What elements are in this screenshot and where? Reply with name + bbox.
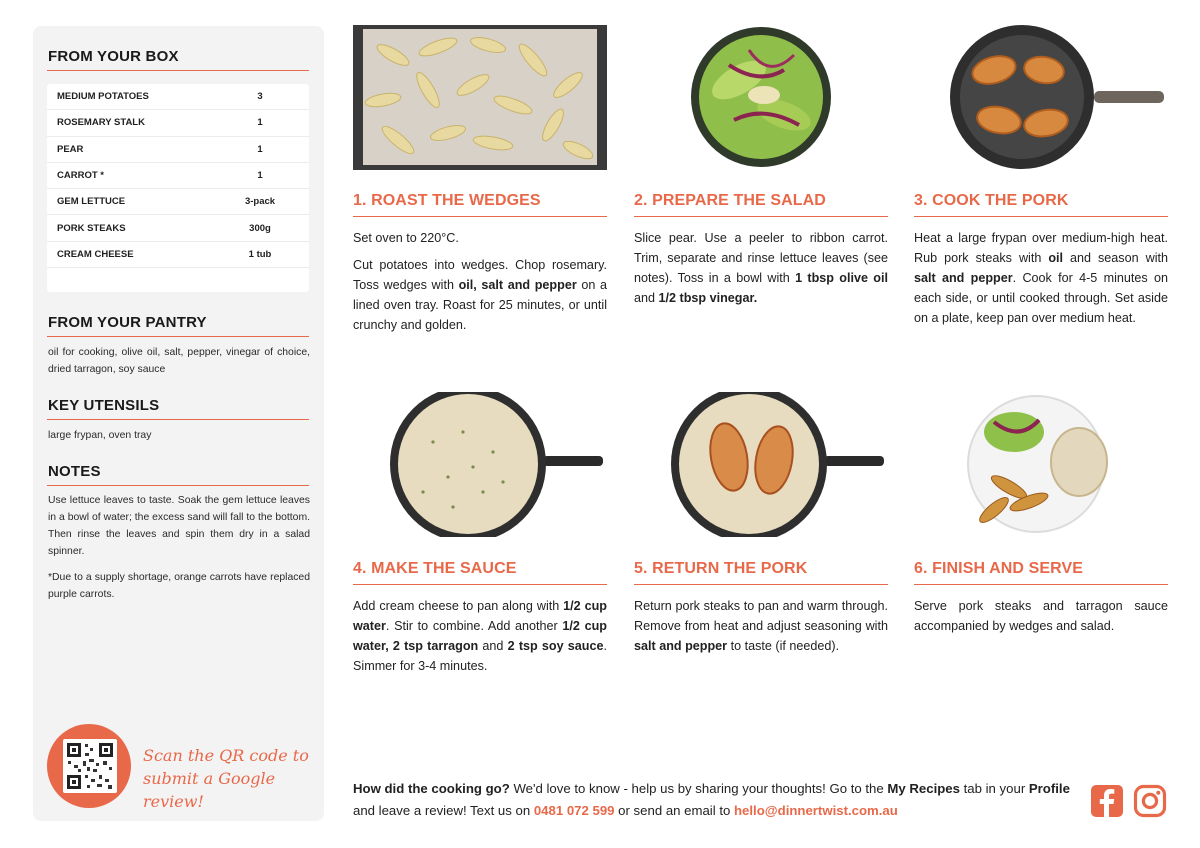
step-4-photo [353, 392, 607, 537]
footer-text: and leave a review! Text us on [353, 803, 534, 818]
step-2-title: 2. PREPARE THE SALAD [634, 192, 826, 209]
email-link[interactable]: hello@dinnertwist.com.au [734, 803, 898, 818]
section-divider [47, 336, 309, 337]
ingredient-name: GEM LETTUCE [57, 196, 126, 208]
ingredient-qty: 3 [257, 91, 263, 103]
step-paragraph [353, 596, 607, 676]
step-3-photo [914, 25, 1168, 170]
profile-link[interactable]: Profile [1028, 781, 1070, 796]
step-divider [353, 216, 607, 217]
utensils-list: large frypan, oven tray [48, 430, 152, 441]
step-text: . Simmer for 3-4 minutes. [353, 639, 607, 673]
step-divider [353, 584, 607, 585]
step-paragraph [353, 255, 607, 335]
step-text: Heat a large frypan over medium-high heat. Rub pork steaks with [914, 231, 1168, 265]
box-ingredients-table [47, 84, 309, 292]
step-divider [634, 216, 888, 217]
step-3-title: 3. COOK THE PORK [914, 192, 1069, 209]
step-6-title: 6. FINISH AND SERVE [914, 560, 1084, 577]
section-divider [47, 485, 309, 486]
step-bold-text: oil, salt and pepper [458, 278, 577, 292]
table-row [47, 84, 309, 110]
ingredient-qty: 300g [249, 222, 271, 234]
step-paragraph: Serve pork steaks and tarragon sauce accompanied by wedges and salad. [914, 599, 1168, 633]
step-text: on a lined oven tray. Roast for 25 minutes, or until crunchy and golden. [353, 278, 607, 332]
step-paragraph: Set oven to 220°C. [353, 231, 459, 245]
step-text: and [478, 639, 508, 653]
footer-text: or send an email to [614, 803, 734, 818]
ingredient-name: ROSEMARY STALK [57, 117, 145, 129]
facebook-icon[interactable] [1090, 784, 1124, 818]
footer-text: tab in your [959, 781, 1029, 796]
step-4-body [353, 596, 607, 683]
table-row [47, 242, 309, 268]
step-6-body [914, 596, 1168, 643]
qr-note-line: Scan the QR code to [143, 746, 309, 765]
step-bold-text: 1/2 tbsp vinegar. [658, 291, 758, 305]
step-1-title: 1. ROAST THE WEDGES [353, 192, 541, 209]
step-text: Cut potatoes into wedges. Chop rosemary. Toss wedges with [353, 258, 607, 292]
table-row [47, 215, 309, 241]
ingredient-qty: 1 [257, 117, 263, 129]
step-text: Add cream cheese to pan along with [353, 599, 564, 613]
ingredient-name: CREAM CHEESE [57, 248, 134, 260]
notes-paragraph: *Due to a supply shortage, orange carrots have replaced purple carrots. [48, 572, 310, 600]
notes-paragraph: Use lettuce leaves to taste. Soak the gem lettuce leaves in a bowl of water; the excess sand will fall to the bottom. Then rinse the leaves and spin them dry in a salad spinner. [48, 495, 310, 557]
step-paragraph [634, 228, 888, 308]
step-divider [914, 584, 1168, 585]
step-5-body [634, 596, 888, 663]
table-row [47, 163, 309, 189]
table-row [47, 137, 309, 163]
step-text: and season with [1063, 251, 1168, 265]
step-3-body [914, 228, 1168, 335]
step-text: . Stir to combine. Add another [385, 619, 563, 633]
ingredient-qty: 1 [257, 143, 263, 155]
instagram-icon[interactable] [1133, 784, 1167, 818]
step-bold-text: 1 tbsp olive oil [795, 271, 888, 285]
qr-review-note [143, 744, 324, 813]
key-utensils-title: KEY UTENSILS [48, 397, 160, 414]
ingredient-name: PORK STEAKS [57, 222, 126, 234]
step-text: . Cook for 4-5 minutes on each side, or until cooked through. Set aside on a plate, keep pan over medium heat. [914, 271, 1168, 325]
step-2-body [634, 228, 888, 315]
step-text: and [634, 291, 659, 305]
step-bold-text: oil [1048, 251, 1064, 265]
step-divider [634, 584, 888, 585]
step-4-title: 4. MAKE THE SAUCE [353, 560, 517, 577]
qr-note-line: submit a Google review! [143, 769, 276, 811]
step-6-photo [914, 392, 1168, 537]
section-divider [47, 419, 309, 420]
step-bold-text: salt and pepper [634, 639, 728, 653]
ingredient-name: PEAR [57, 143, 84, 155]
step-bold-text: 1/2 cup water [353, 599, 607, 633]
qr-code-icon[interactable] [63, 739, 117, 793]
step-text: Return pork steaks to pan and warm through. Remove from heat and adjust seasoning with [634, 599, 888, 633]
step-bold-text: 2 tsp soy sauce [507, 639, 604, 653]
ingredient-name: MEDIUM POTATOES [57, 91, 149, 103]
from-your-pantry-title: FROM YOUR PANTRY [48, 314, 207, 331]
step-text: Slice pear. Use a peeler to ribbon carrot. Trim, separate and rinse lettuce leaves (see notes). Toss in a bowl with [634, 231, 888, 285]
ingredient-qty: 1 [257, 170, 263, 182]
step-divider [914, 216, 1168, 217]
my-recipes-link[interactable]: My Recipes [887, 781, 960, 796]
qr-badge[interactable] [47, 724, 131, 808]
step-5-title: 5. RETURN THE PORK [634, 560, 808, 577]
step-paragraph [634, 596, 888, 656]
pantry-list: oil for cooking, olive oil, salt, pepper, vinegar of choice, dried tarragon, soy sauce [48, 347, 310, 375]
step-text: to taste (if needed). [727, 639, 840, 653]
phone-link[interactable]: 0481 072 599 [533, 803, 615, 818]
review-footer [353, 778, 1073, 822]
step-2-photo [634, 25, 888, 170]
step-bold-text: 1/2 cup water, 2 tsp tarragon [353, 619, 607, 653]
ingredient-qty: 1 tub [248, 248, 272, 260]
footer-question: How did the cooking go? [353, 781, 510, 796]
step-bold-text: salt and pepper [914, 271, 1013, 285]
notes-title: NOTES [48, 463, 101, 480]
step-1-body [353, 228, 607, 342]
ingredient-name: CARROT * [57, 170, 104, 182]
footer-text: We'd love to know - help us by sharing your thoughts! Go to the [509, 781, 888, 796]
table-row [47, 189, 309, 215]
step-paragraph [914, 228, 1168, 328]
step-5-photo [634, 392, 888, 537]
section-divider [47, 70, 309, 71]
ingredients-sidebar [33, 26, 324, 821]
table-row [47, 110, 309, 136]
step-1-photo [353, 25, 607, 170]
ingredient-qty: 3-pack [244, 196, 276, 208]
from-your-box-title: FROM YOUR BOX [48, 48, 179, 65]
